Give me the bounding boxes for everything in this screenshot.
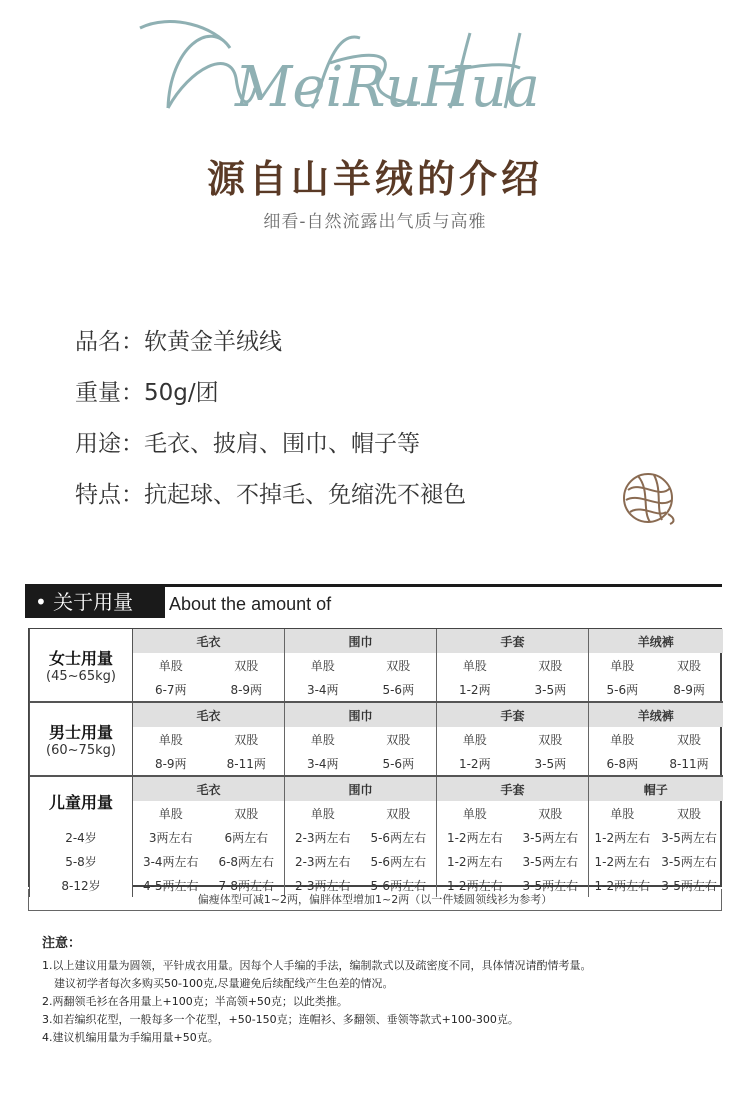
value-cell: 1-2两左右 bbox=[437, 873, 513, 897]
value-cell: 3两左右 bbox=[148, 830, 193, 845]
value-cell: 1-2两左右 bbox=[589, 825, 656, 849]
value-cell: 2-3两左右 bbox=[285, 849, 361, 873]
category-cell: 羊绒裤 bbox=[589, 702, 723, 727]
group-women: 女士用量 (45~65kg) bbox=[30, 629, 133, 702]
category-cell: 手套 bbox=[437, 629, 589, 653]
usage-footnote: 偏瘦体型可减1~2两，偏胖体型增加1~2两（以一件矮圆领线衫为参考） bbox=[28, 889, 722, 911]
spec-weight: 重量：50g/团 bbox=[75, 380, 219, 406]
usage-table bbox=[29, 629, 723, 897]
value-cell: 3-4两 bbox=[285, 751, 361, 776]
ply-cell: 单股 bbox=[437, 801, 513, 825]
value-cell: 3-5两 bbox=[534, 756, 567, 771]
note-line: 建议初学者每次多购买50-100克,尽量避免后续配线产生色差的情况。 bbox=[54, 977, 394, 990]
value-cell: 8-9两 bbox=[154, 756, 187, 771]
value-cell: 3-5两左右 bbox=[522, 830, 579, 845]
ply-cell: 单股 bbox=[285, 653, 361, 677]
brand-logo-text: MeiRuHua bbox=[235, 55, 540, 118]
value-cell: 4-5两左右 bbox=[142, 878, 199, 893]
value-cell: 8-9两 bbox=[673, 682, 705, 697]
brand-logo bbox=[0, 8, 750, 118]
category-cell: 手套 bbox=[437, 776, 589, 801]
value-cell: 5-6两 bbox=[382, 682, 415, 697]
group-kids: 儿童用量 bbox=[30, 776, 133, 825]
group-men: 男士用量 (60~75kg) bbox=[30, 702, 133, 776]
ply-cell: 单股 bbox=[437, 653, 513, 677]
category-cell: 毛衣 bbox=[133, 702, 285, 727]
value-cell: 3-5两左右 bbox=[661, 830, 717, 845]
category-cell: 围巾 bbox=[285, 776, 437, 801]
note-line: 3.如若编织花型，一般每多一个花型，+50-150克；连帽衫、多翻领、垂领等款式+100-300克。 bbox=[42, 1013, 519, 1026]
value-cell: 3-5两 bbox=[534, 682, 567, 697]
note-line: 2.两翻领毛衫在各用量上+100克；半高领+50克；以此类推。 bbox=[42, 995, 348, 1008]
age-cell: 2-4岁 bbox=[30, 825, 133, 849]
page-title: 源自山羊绒的介绍 bbox=[206, 156, 543, 201]
value-cell: 5-6两 bbox=[382, 756, 415, 771]
ply-cell: 单股 bbox=[285, 727, 361, 751]
note-line: 4.建议机编用量为手编用量+50克。 bbox=[42, 1031, 219, 1044]
value-cell: 8-11两 bbox=[669, 756, 709, 771]
ply-cell: 双股 bbox=[677, 806, 702, 821]
value-cell: 2-3两左右 bbox=[285, 825, 361, 849]
age-cell: 8-12岁 bbox=[30, 873, 133, 897]
value-cell: 5-6两左右 bbox=[370, 854, 427, 869]
section-usage-header bbox=[25, 584, 722, 618]
age-cell: 5-8岁 bbox=[30, 849, 133, 873]
value-cell: 5-6两左右 bbox=[370, 878, 427, 893]
value-cell: 1-2两左右 bbox=[589, 849, 656, 873]
page-subtitle: 细看-自然流露出气质与高雅 bbox=[263, 212, 487, 232]
ply-cell: 单股 bbox=[158, 658, 183, 673]
value-cell: 2-3两左右 bbox=[285, 873, 361, 897]
spec-name: 品名：软黄金羊绒线 bbox=[75, 329, 282, 355]
ply-cell: 双股 bbox=[234, 806, 259, 821]
category-cell: 手套 bbox=[437, 702, 589, 727]
spec-features: 特点：抗起球、不掉毛、免缩洗不褪色 bbox=[75, 482, 466, 508]
section-tag: • 关于用量 bbox=[25, 587, 165, 618]
value-cell: 6-8两 bbox=[589, 751, 656, 776]
category-cell: 帽子 bbox=[589, 776, 723, 801]
value-cell: 8-9两 bbox=[230, 682, 263, 697]
value-cell: 5-6两 bbox=[589, 677, 656, 702]
category-cell: 毛衣 bbox=[133, 629, 285, 653]
value-cell: 7-8两左右 bbox=[218, 878, 275, 893]
ply-cell: 单股 bbox=[158, 732, 183, 747]
ply-cell: 双股 bbox=[538, 806, 563, 821]
value-cell: 8-11两 bbox=[226, 756, 266, 771]
ply-cell: 双股 bbox=[538, 732, 563, 747]
yarn-ball-icon bbox=[620, 470, 678, 528]
value-cell: 6-7两 bbox=[154, 682, 187, 697]
ply-cell: 单股 bbox=[589, 801, 656, 825]
value-cell: 3-4两 bbox=[285, 677, 361, 702]
ply-cell: 双股 bbox=[538, 658, 563, 673]
value-cell: 6两左右 bbox=[224, 830, 269, 845]
value-cell: 3-5两左右 bbox=[661, 854, 717, 869]
value-cell: 1-2两左右 bbox=[437, 849, 513, 873]
category-cell: 围巾 bbox=[285, 702, 437, 727]
value-cell: 1-2两 bbox=[437, 677, 513, 702]
value-cell: 6-8两左右 bbox=[218, 854, 275, 869]
notes-section bbox=[42, 932, 722, 1047]
ply-cell: 双股 bbox=[234, 658, 259, 673]
value-cell: 3-5两左右 bbox=[522, 878, 579, 893]
value-cell: 1-2两 bbox=[437, 751, 513, 776]
product-specs bbox=[75, 325, 466, 529]
ply-cell: 双股 bbox=[386, 658, 411, 673]
value-cell: 5-6两左右 bbox=[370, 830, 427, 845]
value-cell: 3-5两左右 bbox=[522, 854, 579, 869]
section-english: About the amount of bbox=[169, 594, 332, 614]
ply-cell: 双股 bbox=[677, 732, 702, 747]
ply-cell: 单股 bbox=[589, 653, 656, 677]
ply-cell: 双股 bbox=[677, 658, 702, 673]
value-cell: 1-2两左右 bbox=[437, 825, 513, 849]
value-cell: 3-4两左右 bbox=[142, 854, 199, 869]
ply-cell: 单股 bbox=[285, 801, 361, 825]
category-cell: 毛衣 bbox=[133, 776, 285, 801]
ply-cell: 双股 bbox=[234, 732, 259, 747]
ply-cell: 单股 bbox=[437, 727, 513, 751]
value-cell: 3-5两左右 bbox=[661, 878, 717, 893]
ply-cell: 单股 bbox=[589, 727, 656, 751]
ply-cell: 单股 bbox=[158, 806, 183, 821]
value-cell: 1-2两左右 bbox=[589, 873, 656, 897]
ply-cell: 双股 bbox=[386, 806, 411, 821]
ply-cell: 双股 bbox=[386, 732, 411, 747]
spec-usage: 用途：毛衣、披肩、围巾、帽子等 bbox=[75, 431, 420, 457]
category-cell: 羊绒裤 bbox=[589, 629, 723, 653]
note-line: 1.以上建议用量为圆领，平针成衣用量。因每个人手编的手法，编制款式以及疏密度不同，具体情况请酌情考量。 bbox=[42, 959, 592, 972]
category-cell: 围巾 bbox=[285, 629, 437, 653]
notes-title: 注意： bbox=[42, 936, 82, 951]
